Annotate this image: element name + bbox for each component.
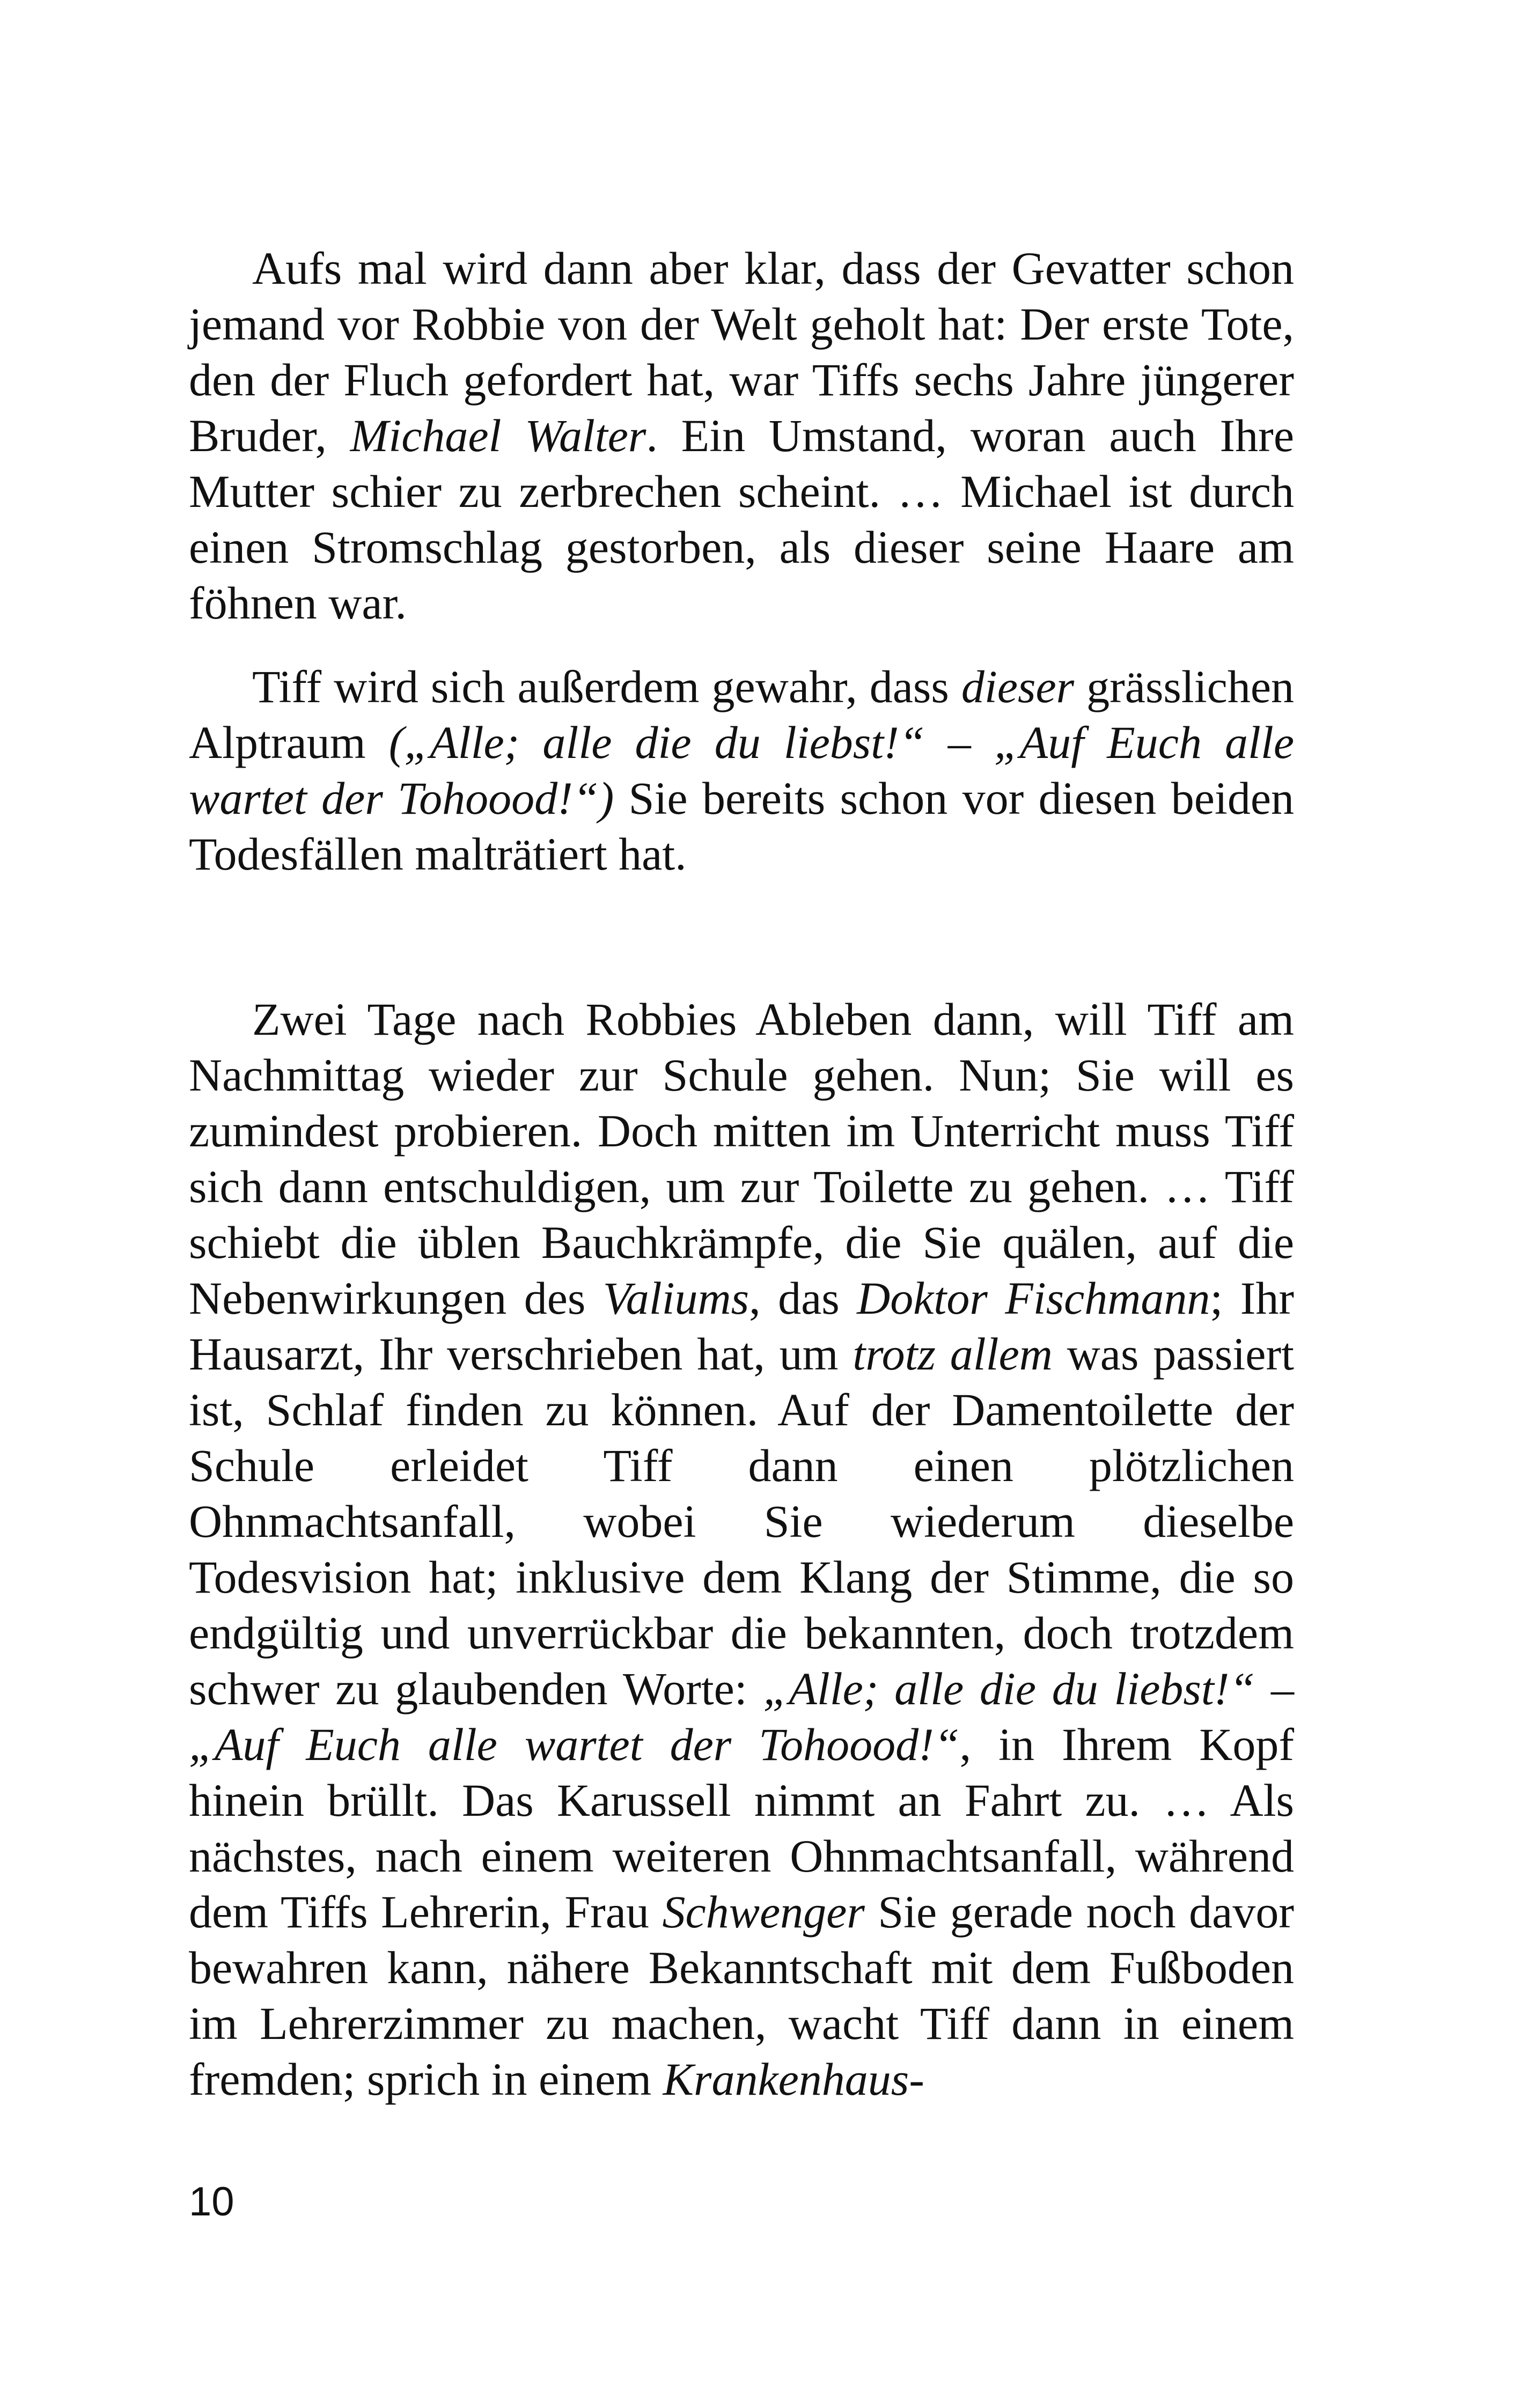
text-run-italic: Valiums [602,1272,750,1324]
text-run: Tiff wird sich außerdem gewahr, dass [252,661,961,712]
paragraph-block-2 [189,659,1294,882]
paragraph [189,659,1294,882]
paragraph-block-1 [189,240,1294,631]
text-run: Sie bereits schon vor diesen beiden Todesfällen malträtiert hat. [189,772,1294,880]
text-run: Aufs mal wird dann aber klar, dass der Gevatter schon jemand vor Robbie von der Welt geholt hat: Der erste Tote, den der Fluch gefordert hat, war Tiffs sechs Jahre jüngerer Bruder, [189,242,1294,461]
text-run: Sie gerade noch davor bewahren kann, nähere Bekanntschaft mit dem Fußboden im Lehrerzimmer zu machen, wacht Tiff dann in einem fremden; sprich in einem [189,1886,1294,2105]
text-run: , das [749,1272,857,1324]
text-run-italic: dieser [961,661,1075,712]
text-run-italic: trotz allem [853,1328,1053,1380]
text-run-italic: Schwenger [662,1886,865,1938]
text-run-italic: „Alle; alle die du liebst!“ – „Auf Euch alle wartet der Tohoood!“ [189,1663,1294,1770]
text-run: Zwei Tage nach Robbies Ableben dann, will Tiff am Nachmittag wieder zur Schule gehen. Nun; Sie will es zumindest probieren. Doch mitten im Unterricht muss Tiff sich dann entschuldigen, um zur Toilette zu gehen. … Tiff schiebt die üblen Bauchkrämpfe, die Sie quälen, auf die Nebenwirkungen des [189,993,1294,1324]
paragraph-block-3 [189,991,1294,2107]
text-run: was passiert ist, Schlaf finden zu können. Auf der Damentoilette der Schule erleidet Tiff dann einen plötzlichen Ohnmachtsanfall, wobei Sie wiederum dieselbe Todesvision hat; inklusive dem Klang der Stimme, die so endgültig und unverrückbar die bekannten, doch trotzdem schwer zu glaubenden Worte: [189,1328,1294,1714]
page-number: 10 [189,2179,234,2225]
text-run-italic: („Alle; alle die du liebst!“ – „Auf Euch alle wartet der Tohoood!“) [189,717,1294,824]
text-run-italic: Krankenhaus [663,2053,909,2105]
paragraph [189,991,1294,2107]
text-run: grässlichen Alptraum [189,661,1295,768]
text-run: , in Ihrem Kopf hinein brüllt. Das Karussell nimmt an Fahrt zu. … Als nächstes, nach einem weiteren Ohnmachtsanfall, während dem Tiffs Lehrerin, Frau [189,1719,1295,1938]
text-run-italic: Michael Walter [350,410,646,461]
text-run: ; Ihr Hausarzt, Ihr verschrieben hat, um [189,1272,1295,1380]
text-run-italic: Doktor Fischmann [857,1272,1210,1324]
text-run: . Ein Umstand, woran auch Ihre Mutter schier zu zerbrechen scheint. … Michael ist durch einen Stromschlag gestorben, als dieser seine Haare am föhnen war. [189,410,1294,629]
text-run: - [909,2053,924,2105]
paragraph [189,240,1294,631]
